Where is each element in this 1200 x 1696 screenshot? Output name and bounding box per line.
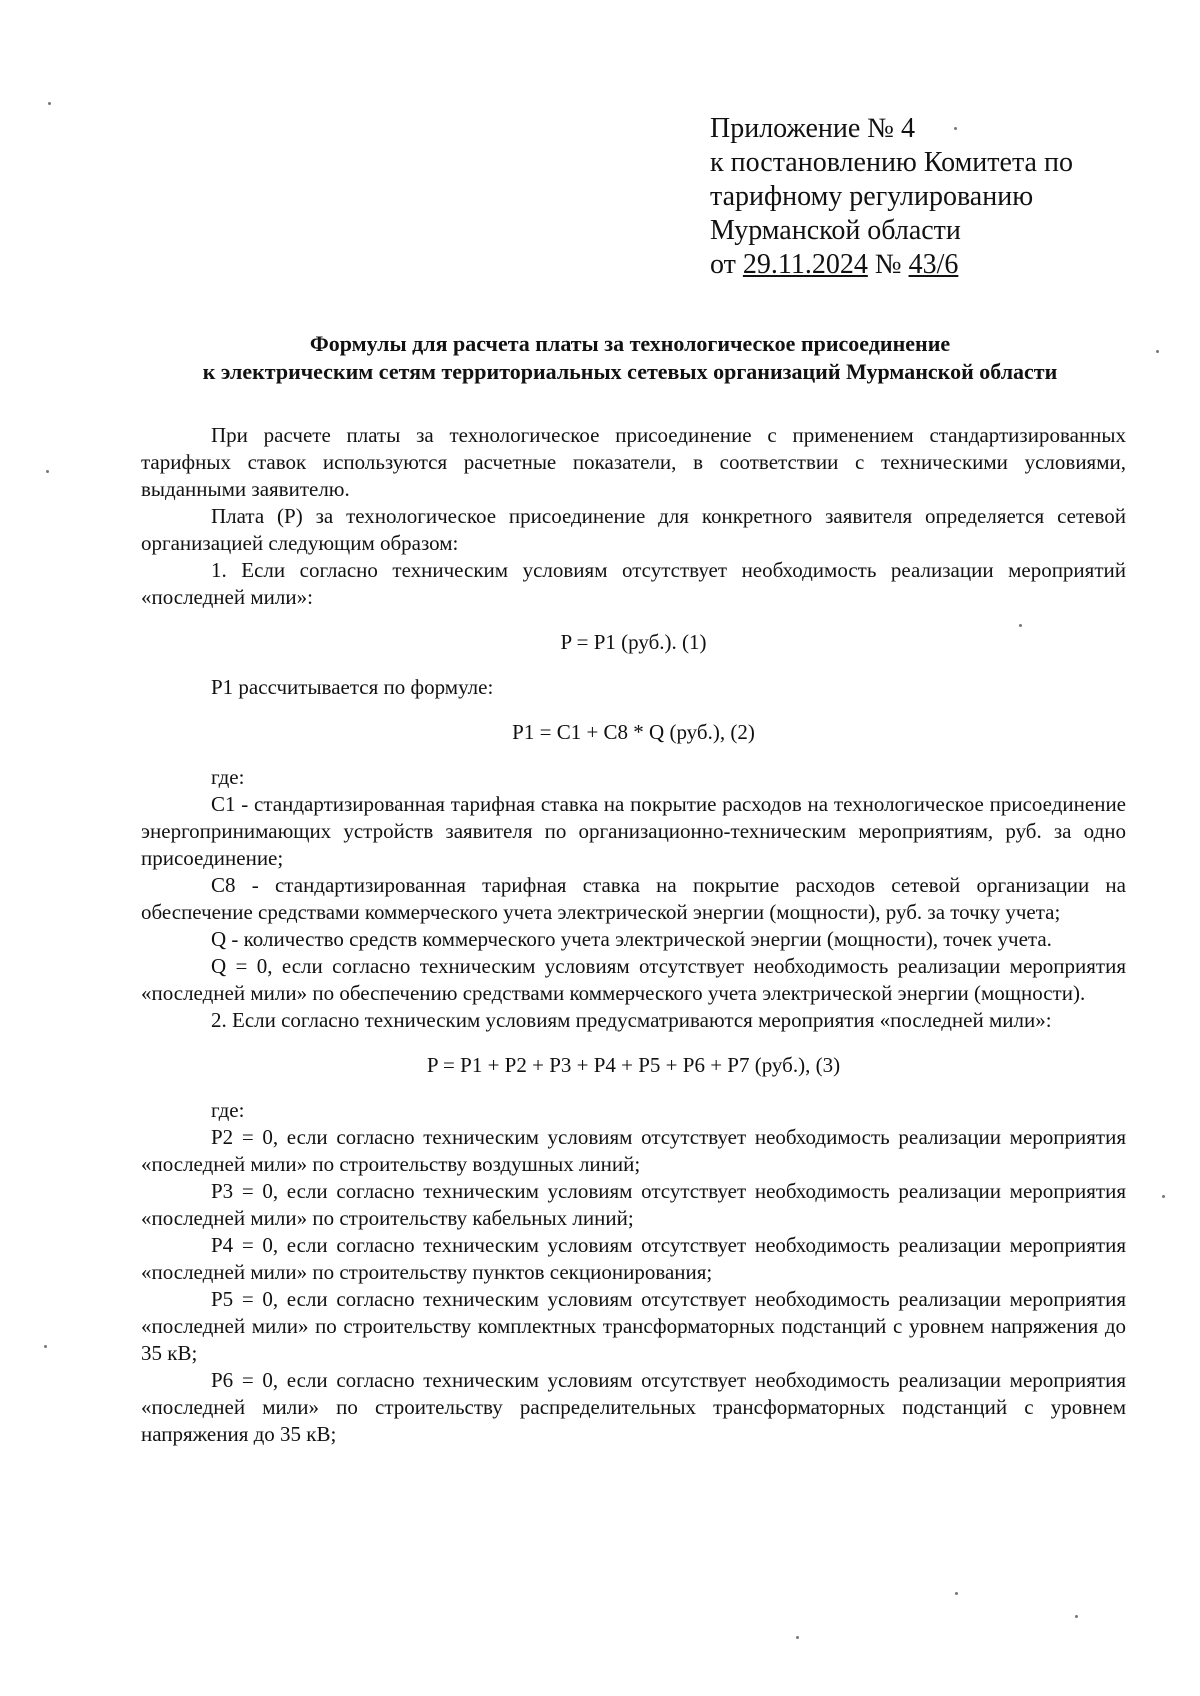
paragraph: P6 = 0, если согласно техническим условиям отсутствует необходимость реализации мероприятия «последней мили» по строительству распределительных трансформаторных подстанций с уровнем напряжения до 35 кВ; bbox=[141, 1368, 1126, 1446]
scan-speck bbox=[1075, 1615, 1078, 1618]
paragraph: Q = 0, если согласно техническим условиям отсутствует необходимость реализации мероприятия «последней мили» по обеспечению средствами коммерческого учета электрической энергии (мощности). bbox=[141, 954, 1126, 1005]
document-body bbox=[141, 422, 1126, 1448]
number-prefix: № bbox=[867, 249, 909, 280]
paragraph: P4 = 0, если согласно техническим условиям отсутствует необходимость реализации мероприятия «последней мили» по строительству пунктов секционирования; bbox=[141, 1233, 1126, 1284]
document-number: 43/6 bbox=[908, 249, 959, 280]
paragraph: где: bbox=[211, 765, 245, 789]
scan-speck bbox=[955, 1592, 958, 1595]
scan-speck bbox=[48, 102, 51, 105]
appendix-line: тарифному регулированию bbox=[710, 181, 1034, 212]
paragraph: P5 = 0, если согласно техническим условиям отсутствует необходимость реализации мероприятия «последней мили» по строительству комплектных трансформаторных подстанций с уровнем напряжения до 35 кВ; bbox=[141, 1287, 1126, 1365]
paragraph: P1 рассчитывается по формуле: bbox=[211, 675, 494, 699]
title-line: к электрическим сетям территориальных сетевых организаций Мурманской области bbox=[202, 359, 1058, 384]
paragraph: 2. Если согласно техническим условиям предусматриваются мероприятия «последней мили»: bbox=[211, 1008, 1052, 1032]
appendix-line: Мурманской области bbox=[710, 215, 961, 246]
paragraph: C1 - стандартизированная тарифная ставка на покрытие расходов на технологическое присоединение энергопринимающих устройств заявителя по организационно-техническим мероприятиям, руб. за одно присоединение; bbox=[141, 792, 1126, 870]
scan-speck bbox=[1162, 1195, 1165, 1198]
title-line: Формулы для расчета платы за технологическое присоединение bbox=[309, 331, 951, 356]
formula-3: P = P1 + P2 + P3 + P4 + P5 + P6 + P7 (руб.), (3) bbox=[426, 1053, 841, 1077]
paragraph: P2 = 0, если согласно техническим условиям отсутствует необходимость реализации мероприятия «последней мили» по строительству воздушных линий; bbox=[141, 1125, 1126, 1176]
formula-2: P1 = C1 + C8 * Q (руб.), (2) bbox=[512, 720, 755, 744]
formula-1: P = P1 (руб.). (1) bbox=[560, 630, 707, 654]
document-date: 29.11.2024 bbox=[742, 249, 868, 280]
appendix-line: Приложение № 4 bbox=[710, 113, 915, 144]
scan-speck bbox=[954, 127, 957, 130]
appendix-line: к постановлению Комитета по bbox=[710, 147, 1073, 178]
paragraph: При расчете платы за технологическое присоединение с применением стандартизированных тарифных ставок используются расчетные показатели, в соответствии с техническими условиями, выданными заявителю. bbox=[141, 423, 1126, 501]
appendix-header bbox=[710, 112, 1073, 282]
scan-speck bbox=[46, 470, 49, 473]
paragraph: C8 - стандартизированная тарифная ставка на покрытие расходов сетевой организации на обеспечение средствами коммерческого учета электрической энергии (мощности), руб. за точку учета; bbox=[141, 873, 1126, 924]
scan-speck bbox=[1156, 350, 1159, 353]
appendix-date-line bbox=[710, 248, 1073, 282]
date-prefix: от bbox=[710, 249, 743, 280]
scan-speck bbox=[1019, 624, 1022, 627]
paragraph: Q - количество средств коммерческого учета электрической энергии (мощности), точек учета. bbox=[211, 927, 1052, 951]
document-title bbox=[100, 330, 1160, 386]
scan-speck bbox=[44, 1345, 47, 1348]
paragraph: P3 = 0, если согласно техническим условиям отсутствует необходимость реализации мероприятия «последней мили» по строительству кабельных линий; bbox=[141, 1179, 1126, 1230]
paragraph: 1. Если согласно техническим условиям отсутствует необходимость реализации мероприятий «последней мили»: bbox=[141, 558, 1126, 609]
paragraph: где: bbox=[211, 1098, 245, 1122]
scan-speck bbox=[796, 1636, 799, 1639]
paragraph: Плата (P) за технологическое присоединение для конкретного заявителя определяется сетевой организацией следующим образом: bbox=[141, 504, 1126, 555]
